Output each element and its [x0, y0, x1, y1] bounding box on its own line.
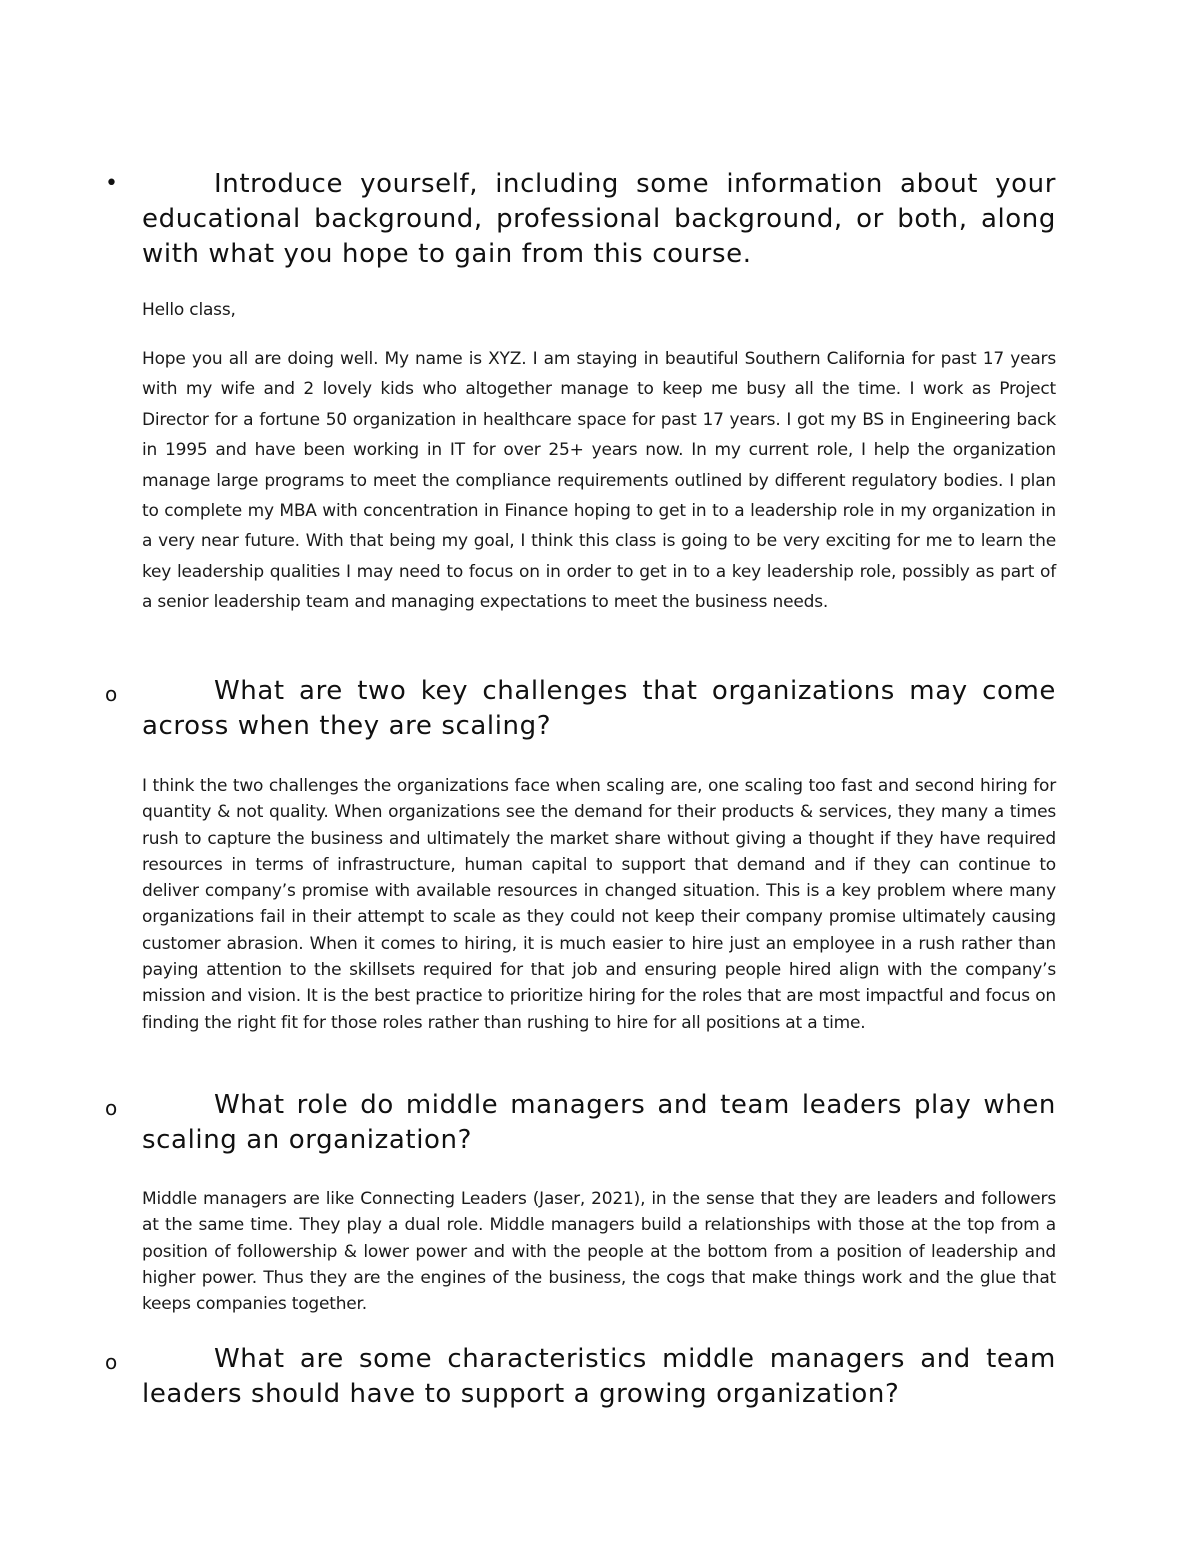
answer-key-challenges: I think the two challenges the organizations face when scaling are, one scaling too fast and second hiring for quantity & not quality. When organizations see the demand for their products & services, they many a times rush to capture the business and ultimately the market share without giving a thought if they have required resources in terms of infrastructure, human capital to support that demand and if they can continue to deliver company’s promise with available resources in changed situation. This is a key problem where many organizations fail in their attempt to scale as they could not keep their company promise ultimately causing customer abrasion. When it comes to hiring, it is much easier to hire just an employee in a rush rather than paying attention to the skillsets required for that job and ensuring people hired align with the company’s mission and vision. It is the best practice to prioritize hiring for the roles that are most impactful and focus on finding the right fit for those roles rather than rushing to hire for all positions at a time.	[142, 776, 1056, 1033]
list-marker-o: o	[105, 1350, 118, 1374]
question-introduce-yourself	[142, 167, 1056, 272]
bullet-marker: •	[105, 171, 118, 196]
question-key-challenges	[142, 674, 1056, 744]
question-text: What are some characteristics middle managers and team leaders should have to support a growing organization?	[142, 1344, 1056, 1409]
list-marker-o: o	[105, 1096, 118, 1120]
answer-middle-managers-role: Middle managers are like Connecting Leaders (Jaser, 2021), in the sense that they are leaders and followers at the same time. They play a dual role. Middle managers build a relationships with those at the top from a position of followership & lower power and with the people at the bottom from a position of leadership and higher power. Thus they are the engines of the business, the cogs that make things work and the glue that keeps companies together.	[142, 1189, 1056, 1315]
question-text: Introduce yourself, including some information about your educational background, professional background, or both, along with what you hope to gain from this course.	[142, 169, 1056, 269]
answer-introduce-yourself: Hope you all are doing well. My name is XYZ. I am staying in beautiful Southern California for past 17 years with my wife and 2 lovely kids who altogether manage to keep me busy all the time. I work as Project Director for a fortune 50 organization in healthcare space for past 17 years. I got my BS in Engineering back in 1995 and have been working in IT for over 25+ years now. In my current role, I help the organization manage large programs to meet the compliance requirements outlined by different regulatory bodies. I plan to complete my MBA with concentration in Finance hoping to get in to a leadership role in my organization in a very near future. With that being my goal, I think this class is going to be very exciting for me to learn the key leadership qualities I may need to focus on in order to get in to a key leadership role, possibly as part of a senior leadership team and managing expectations to meet the business needs.	[142, 349, 1056, 613]
question-text: What role do middle managers and team leaders play when scaling an organization?	[142, 1090, 1056, 1155]
question-text: What are two key challenges that organizations may come across when they are scaling?	[142, 676, 1056, 741]
greeting: Hello class,	[142, 300, 236, 320]
list-marker-o: o	[105, 682, 118, 706]
question-characteristics	[142, 1342, 1056, 1412]
question-middle-managers-role	[142, 1088, 1056, 1158]
